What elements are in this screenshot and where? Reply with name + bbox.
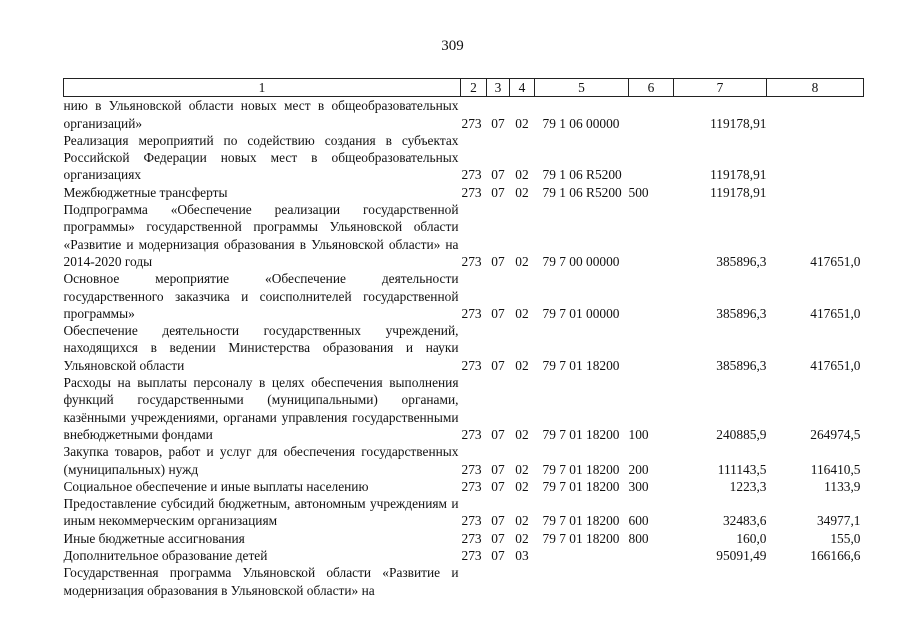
table-row [64,374,864,443]
row-amount-col8: 155,0 [830,530,861,546]
row-code-ministry: 273 [461,253,482,269]
row-code-ministry [461,564,487,599]
row-code-ministry: 273 [461,548,482,564]
row-amount-col7: 32483,6 [722,513,767,529]
table-row [64,478,864,495]
table-row [64,547,864,564]
row-amount-col7: 240885,9 [716,426,767,442]
row-code-section: 07 [491,167,505,183]
row-code-subsection: 02 [515,167,529,183]
row-code-subsection [510,564,535,599]
row-code-subsection: 02 [515,513,529,529]
row-code-expense-type: 800 [628,530,649,546]
header-col-2: 2 [461,79,487,97]
header-col-5: 5 [535,79,629,97]
row-code-section [487,564,510,599]
row-code-section: 07 [491,426,505,442]
row-code-section: 07 [491,184,505,200]
row-code-subsection: 02 [515,253,529,269]
row-code-expense-type [629,564,674,599]
row-code-section: 07 [491,478,505,494]
row-code-target: 79 7 00 00000 [542,253,620,269]
row-code-section: 07 [491,253,505,269]
row-code-subsection: 02 [515,305,529,321]
row-code-subsection: 02 [515,461,529,477]
row-amount-col7: 119178,91 [710,167,767,183]
row-amount-col7: 119178,91 [710,115,767,131]
row-amount-col7 [674,564,767,599]
row-name: Расходы на выплаты персоналу в целях обеспечения выполнения функций государственными (муниципальными) органами, казёнными учреждениями, органами управления государственными внебюджетными фондами [63,375,459,442]
row-code-subsection: 02 [515,530,529,546]
row-code-target: 79 7 01 00000 [542,305,620,321]
row-name: Подпрограмма «Обеспечение реализации государственной программы» государственной программы Ульяновской области «Развитие и модернизация образования в Ульяновской области» на 2014-2020 годы [63,202,459,269]
row-name: Основное мероприятие «Обеспечение деятельности государственного заказчика и соисполнителей государственной программы» [63,271,459,321]
table-row [64,184,864,201]
row-code-expense-type [629,270,674,322]
row-code-target: 79 7 01 18200 [542,426,620,442]
row-code-subsection: 02 [515,478,529,494]
budget-table [63,78,864,599]
table-row [64,201,864,270]
row-amount-col7: 1223,3 [729,478,767,494]
row-amount-col8: 417651,0 [810,305,861,321]
row-code-target: 79 1 06 R5200 [542,167,622,183]
row-amount-col7: 160,0 [736,530,767,546]
row-amount-col8: 417651,0 [810,357,861,373]
row-amount-col7: 95091,49 [716,548,767,564]
row-code-section: 07 [491,357,505,373]
row-amount-col8 [767,97,864,132]
table-row [64,564,864,599]
row-code-ministry: 273 [461,167,482,183]
row-code-expense-type [629,201,674,270]
row-code-subsection: 02 [515,184,529,200]
row-amount-col8: 166166,6 [810,548,861,564]
row-code-section: 07 [491,115,505,131]
table-row [64,97,864,132]
row-amount-col7: 111143,5 [717,461,767,477]
row-code-target [535,564,629,599]
row-amount-col7: 119178,91 [710,184,767,200]
row-code-ministry: 273 [461,357,482,373]
row-amount-col8: 116410,5 [810,461,861,477]
row-code-expense-type: 600 [628,513,649,529]
row-code-expense-type [629,97,674,132]
table-row [64,495,864,530]
row-amount-col8 [767,132,864,184]
row-code-target: 79 7 01 18200 [542,530,620,546]
row-amount-col8: 1133,9 [824,478,861,494]
table-row [64,132,864,184]
row-code-section: 07 [491,530,505,546]
row-code-target: 79 7 01 18200 [542,478,620,494]
row-code-subsection: 02 [515,115,529,131]
header-col-8: 8 [767,79,864,97]
row-code-subsection: 02 [515,426,529,442]
row-code-ministry: 273 [461,461,482,477]
row-amount-col8: 34977,1 [816,513,861,529]
table-row [64,270,864,322]
row-name: Реализация мероприятий по содействию создания в субъектах Российской Федерации новых мест в общеобразовательных организациях [63,132,459,183]
row-code-subsection: 02 [515,357,529,373]
table-row [64,530,864,547]
header-col-4: 4 [510,79,535,97]
row-name: Предоставление субсидий бюджетным, автономным учреждениям и иным некоммерческим организациям [63,496,459,529]
row-code-ministry: 273 [461,530,482,546]
row-code-ministry: 273 [461,115,482,131]
row-amount-col7: 385896,3 [716,305,767,321]
row-code-expense-type: 500 [628,184,649,200]
row-code-ministry: 273 [461,426,482,442]
header-row [64,79,864,97]
page-number: 309 [441,38,464,54]
row-code-section: 07 [491,513,505,529]
row-code-ministry: 273 [461,478,482,494]
row-code-section: 07 [491,461,505,477]
row-code-ministry: 273 [461,513,482,529]
row-code-subsection: 03 [515,548,529,564]
header-col-7: 7 [674,79,767,97]
row-name: Социальное обеспечение и иные выплаты населению [63,478,369,494]
table-body [64,97,864,599]
row-name: Закупка товаров, работ и услуг для обеспечения государственных (муниципальных) нужд [63,444,459,477]
row-name: нию в Ульяновской области новых мест в общеобразовательных организаций» [63,98,459,131]
row-code-target: 79 7 01 18200 [542,513,620,529]
row-code-expense-type [629,322,674,374]
row-code-expense-type: 100 [628,426,649,442]
header-col-1: 1 [64,79,461,97]
row-name: Иные бюджетные ассигнования [63,530,245,546]
row-code-section: 07 [491,305,505,321]
header-col-3: 3 [487,79,510,97]
row-name: Межбюджетные трансферты [63,184,228,200]
row-amount-col8: 417651,0 [810,253,861,269]
row-name: Дополнительное образование детей [63,548,268,564]
row-code-target: 79 7 01 18200 [542,461,620,477]
row-amount-col7: 385896,3 [716,357,767,373]
row-name: Государственная программа Ульяновской области «Развитие и модернизация образования в Ульяновской области» на [63,565,459,598]
row-code-target: 79 1 06 00000 [542,115,620,131]
row-code-ministry: 273 [461,305,482,321]
row-code-section: 07 [491,548,505,564]
row-amount-col8 [767,564,864,599]
row-code-target [535,547,629,564]
row-code-expense-type: 300 [628,478,649,494]
row-amount-col7: 385896,3 [716,253,767,269]
row-name: Обеспечение деятельности государственных учреждений, находящихся в ведении Министерства образования и науки Ульяновской области [63,323,459,373]
row-code-expense-type [629,132,674,184]
row-amount-col8: 264974,5 [810,426,861,442]
table-row [64,322,864,374]
table-row [64,443,864,478]
header-col-6: 6 [629,79,674,97]
row-amount-col8 [767,184,864,201]
row-code-expense-type: 200 [628,461,649,477]
row-code-ministry: 273 [461,184,482,200]
row-code-expense-type [629,547,674,564]
row-code-target: 79 1 06 R5200 [542,184,622,200]
row-code-target: 79 7 01 18200 [542,357,620,373]
